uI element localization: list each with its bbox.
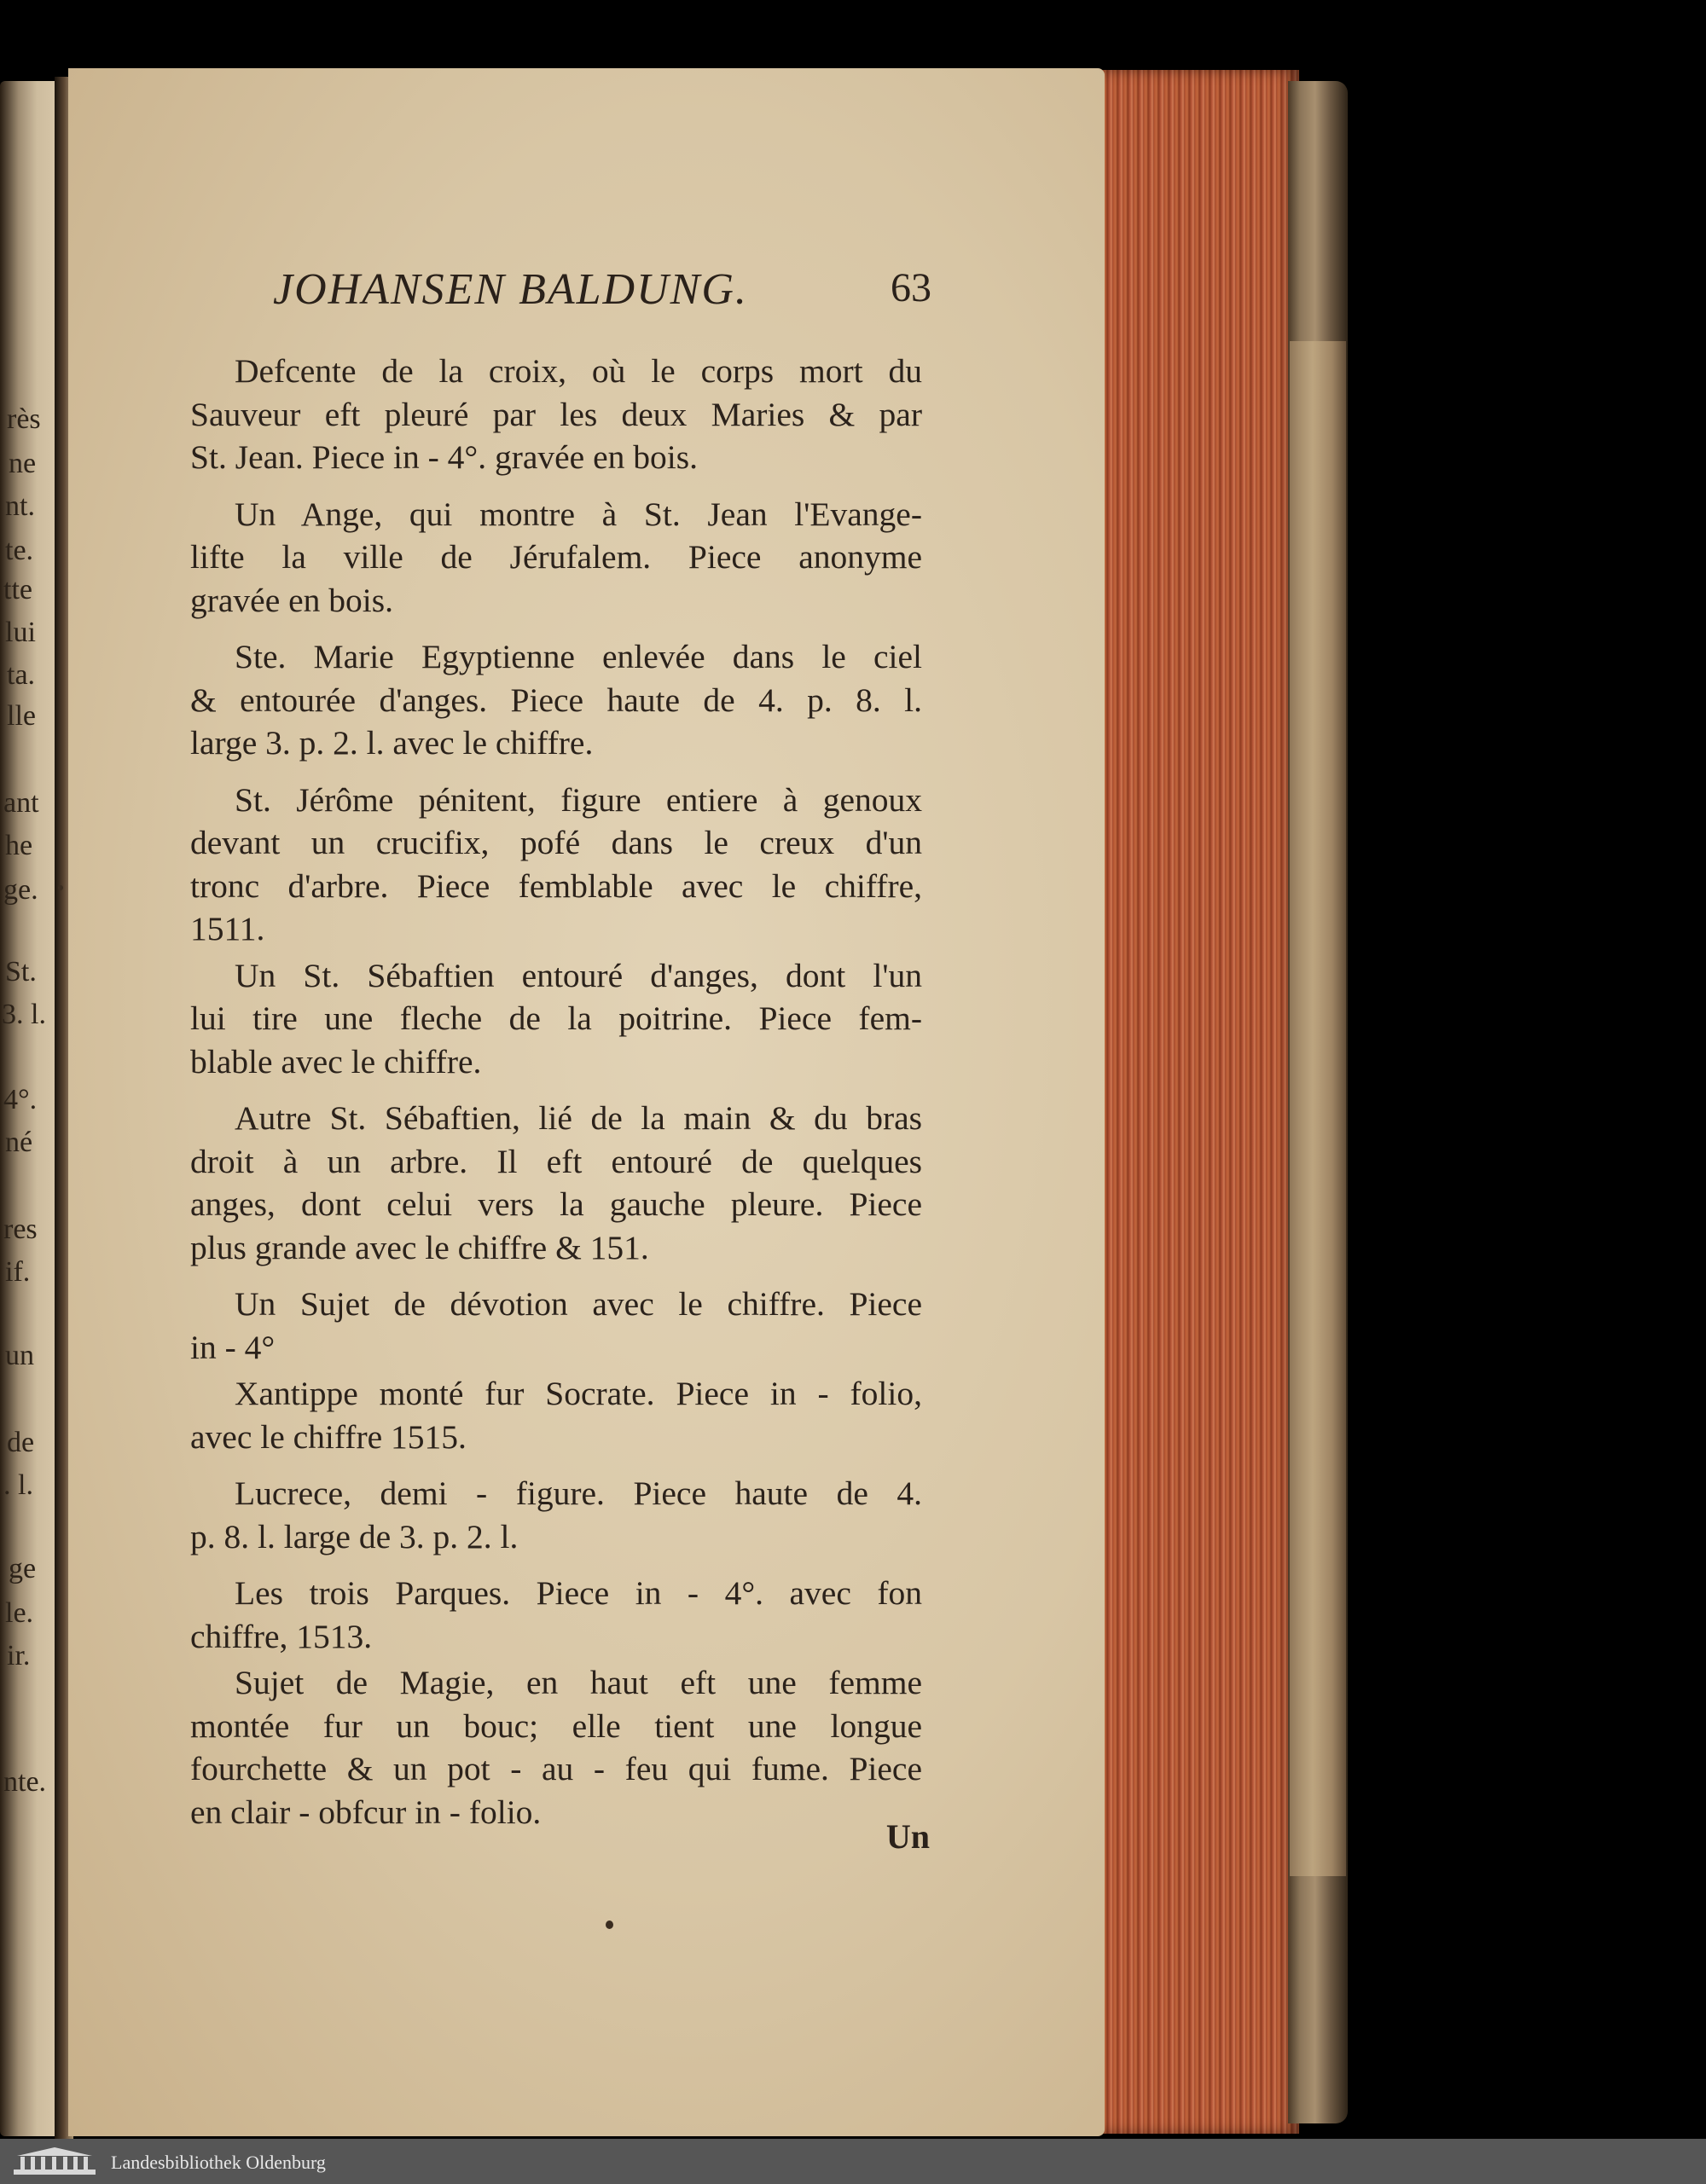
catchword: Un [885, 1817, 930, 1856]
previous-page-fragment: St. [5, 956, 37, 988]
text-line: St. Jean. Piece in - 4°. gravée en bois. [190, 438, 698, 476]
text-line: & entourée d'anges. Piece haute de 4. p. 8. l. [190, 681, 922, 719]
text-line: montée fur un bouc; elle tient une longue [190, 1706, 922, 1745]
text-line: 1511. [190, 910, 265, 947]
previous-page-fragment: ge. [3, 874, 38, 906]
text-line: Lucrece, demi - figure. Piece haute de 4. [235, 1474, 922, 1512]
text-line: droit à un arbre. Il eft entouré de quelques [190, 1142, 922, 1180]
previous-page-fragment: res [3, 1214, 38, 1245]
catalog-entry [190, 1372, 922, 1458]
text-line: Un Ange, qui montre à St. Jean l'Evange- [235, 495, 922, 533]
previous-page-fragment: nt. [5, 490, 35, 522]
text-line: Un St. Sébaftien entouré d'anges, dont l'un [235, 956, 922, 994]
catalog-entry [190, 779, 922, 951]
catalog-entry [190, 1097, 922, 1269]
text-line: Sauveur eft pleuré par les deux Maries & par [190, 395, 922, 433]
library-name: Landesbibliothek Oldenburg [111, 2152, 326, 2173]
catalog-entry [190, 635, 922, 765]
previous-page-fragment: ne [9, 448, 37, 479]
library-building-icon [12, 2144, 97, 2178]
previous-page-fragment: un [5, 1340, 34, 1371]
text-line: Xantippe monté fur Socrate. Piece in - folio, [235, 1375, 922, 1412]
text-line: anges, dont celui vers la gauche pleure. Piece [190, 1185, 922, 1223]
text-line: fourchette & un pot - au - feu qui fume. Piece [190, 1750, 922, 1787]
text-line: chiffre, 1513. [190, 1617, 373, 1655]
text-line: devant un crucifix, pofé dans le creux d'un [190, 824, 922, 861]
text-line: blable avec le chiffre. [190, 1042, 482, 1080]
text-line: lifte la ville de Jérufalem. Piece anonyme [190, 538, 922, 576]
text-line: tronc d'arbre. Piece femblable avec le chiffre, [190, 866, 922, 905]
previous-page-fragment: ge [9, 1553, 37, 1584]
binding-band [1290, 341, 1346, 1876]
text-line: Les trois Parques. Piece in - 4°. avec fon [235, 1574, 922, 1612]
previous-page-fragment: le. [5, 1597, 34, 1629]
previous-page-fragment: if. [5, 1256, 31, 1288]
previous-page-fragment: . l. [3, 1469, 33, 1501]
ink-speck [58, 885, 63, 890]
text-line: p. 8. l. large de 3. p. 2. l. [190, 1517, 519, 1555]
text-line: in - 4° [190, 1328, 276, 1366]
previous-page-fragment: 4°. [3, 1084, 38, 1115]
previous-page-fragment: nte. [3, 1766, 47, 1798]
page-edges [1100, 70, 1299, 2134]
text-line: Sujet de Magie, en haut eft une femme [235, 1664, 922, 1701]
previous-page-fragment: tte [3, 574, 32, 605]
previous-page-fragment: 3. l. [2, 999, 46, 1030]
page-number: 63 [891, 265, 931, 310]
previous-page-fragment: ta. [7, 659, 36, 691]
text-line: avec le chiffre 1515. [190, 1417, 467, 1456]
text-line: St. Jérôme pénitent, figure entiere à genoux [235, 780, 922, 819]
previous-page-fragment: ir. [7, 1640, 31, 1671]
text-line: en clair - obfcur in - folio. [190, 1793, 542, 1831]
text-line: lui tire une fleche de la poitrine. Piece fem- [190, 999, 922, 1037]
previous-page-fragment: lle [7, 700, 36, 732]
previous-page-fragment: ant [3, 787, 39, 819]
book-page [68, 68, 1105, 2136]
text-line: plus grande avec le chiffre & 151. [190, 1228, 649, 1266]
text-line: Defcente de la croix, où le corps mort du [235, 352, 922, 390]
catalog-entry [190, 1572, 922, 1658]
text-line: gravée en bois. [190, 581, 394, 619]
previous-page-fragment: né [5, 1127, 33, 1158]
previous-page-fragment: lui [5, 617, 36, 648]
text-line: Autre St. Sébaftien, lié de la main & du bras [235, 1099, 922, 1137]
previous-page-fragment: de [7, 1427, 35, 1458]
previous-page-edge [0, 81, 61, 2136]
previous-page-fragment: rès [7, 403, 41, 435]
catalog-entry [190, 350, 922, 479]
text-line: large 3. p. 2. l. avec le chiffre. [190, 724, 594, 762]
catalog-entry [190, 1283, 922, 1369]
ink-speck [606, 1920, 613, 1929]
catalog-entry [190, 1472, 922, 1558]
previous-page-fragment: he [5, 830, 33, 861]
catalog-entry [190, 954, 922, 1084]
page-text [190, 350, 922, 1847]
footer-bar [0, 2139, 1706, 2184]
running-title: JOHANSEN BALDUNG. [273, 265, 748, 314]
previous-page-fragment: te. [5, 535, 34, 566]
text-line: Ste. Marie Egyptienne enlevée dans le ciel [235, 638, 922, 675]
text-line: Un Sujet de dévotion avec le chiffre. Piece [235, 1285, 922, 1323]
catalog-entry [190, 493, 922, 623]
catalog-entry [190, 1661, 922, 1834]
